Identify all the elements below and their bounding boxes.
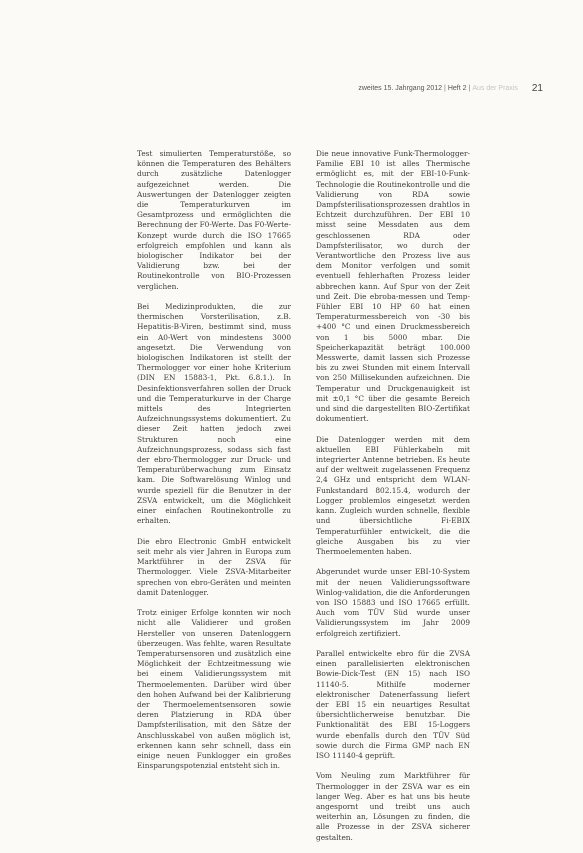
header-separator: |	[444, 85, 446, 92]
issue-number: Heft 2	[447, 85, 467, 92]
paragraph: Parallel entwickelte ebro für die ZVSA einen parallelisierten elektronischen Bowie-Dick-Test (EN 15) nach ISO 11140-5. Mithilfe moderner elektronischer Datenerfassung liefert der EBI 15 ein neuartiges Resultat übersichtlicherweise benutzbar. Die Funktionalität des EBI 15-Loggers wurde ebenfalls durch den TÜV Süd sowie durch die Firma GMP nach EN ISO 11140-4 geprüft.	[316, 648, 470, 760]
paragraph: Die ebro Electronic GmbH entwickelt seit mehr als vier Jahren in Europa zum Marktführer in der ZSVA für Thermologger. Viele ZSVA-Mitarbeiter sprechen von ebro-Geräten und meinten damit Datenlogger.	[137, 536, 291, 597]
paragraph: Die neue innovative Funk-Thermologger-Familie EBI 10 ist alles Thermische ermöglicht es, mit der EBI-10-Funk-Technologie die Routinekontrolle und die Validierung von RDA sowie Dampfsterilisationsprozessen drahtlos in Echtzeit durchzuführen. Der EBI 10 misst seine Messdaten aus dem geschlossenen RDA oder Dampfsterilisator, wo durch der Verantwortliche den Prozess live aus dem Monitor verfolgen und somit eventuell fehlerhaften Prozess leider abbrechen kann. Auf Spur von der Zeit und Zeit. Die ebroba-messen und Temp-Fühler EBI 10 HP 60 hat einen Temperaturmessbereich von -30 bis +400 °C und einen Druckmessbereich von 1 bis 5000 mbar. Die Speicherkapazität beträgt 100.000 Messwerte, damit lassen sich Prozesse bis zu zwei Stunden mit einem Intervall von 250 Millisekunden aufzeichnen. Die Temperatur und Druckgenauigkeit ist mit ±0,1 °C über die gesamte Bereich und sind die dargestellten BIO-Zertifikat dokumentiert.	[316, 149, 470, 424]
section-name: Aus der Praxis	[472, 85, 518, 92]
paragraph: Vom Neuling zum Marktführer für Thermologger in der ZSVA war es ein langer Weg. Aber es hat uns bis heute angespornt und treibt uns auch weiterhin an, Lösungen zu finden, die alle Prozesse in der ZSVA sicherer gestalten.	[316, 771, 470, 842]
running-header	[358, 83, 543, 94]
paragraph: Test simulierten Temperaturstöße, so können die Temperaturen des Behälters durch zusätzliche Datenlogger aufgezeichnet werden. Die Auswertungen der Datenlogger zeigten die Temperaturkurven im Gesamtprozess und ermöglichten die Berechnung der F0-Werte. Das F0-Werte-Konzept wurde durch die ISO 17665 erfolgreich empfohlen und kann als biologischer Indikator bei der Validierung bzw. bei der Routinekontrolle von BIO-Prozessen verglichen.	[137, 149, 291, 291]
right-text-column	[316, 149, 470, 853]
journal-issue-label: zweites 15. Jahrgang 2012	[358, 85, 442, 92]
paragraph: Bei Medizinprodukten, die zur thermischen Vorsterilisation, z.B. Hepatitis-B-Viren, bestimmt sind, muss ein A0-Wert von mindestens 3000 angesetzt. Die Verwendung von biologischen Indikatoren ist stellt der Thermologger vor einer hohe Kriterium (DIN EN 15883-1, Pkt. 6.8.1.). In Desinfektionsverfahren sollen der Druck und die Temperaturkurve in der Charge mittels des Integrierten Aufzeichnungssystems dokumentiert. Zu dieser Zeit hatten jedoch zwei Strukturen noch eine Aufzeichnungsprozess, sodass sich fast der ebro-Thermologger zur Druck- und Temperaturüberwachung zum Einsatz kam. Die Softwarelösung Winlog und wurde speziell für die Benutzer in der ZSVA entwickelt, um die Möglichkeit einer einfachen Routinekontrolle zu erhalten.	[137, 302, 291, 526]
left-text-column	[137, 149, 291, 782]
paragraph: Die Datenlogger werden mit dem aktuellen EBI Fühlerkabeln mit integrierter Antenne betrieben. Es heute auf der weltweit zugelassenen Frequenz 2,4 GHz und entspricht dem WLAN-Funkstandard 802.15.4, wodurch der Logger problemlos eingesetzt werden kann. Zugleich wurden schnelle, flexible und übersichtliche Fi-EBIX Temperaturfühler entwickelt, die die gleiche Ausgaben bis zu vier Thermoelementen haben.	[316, 434, 470, 556]
paragraph: Trotz einiger Erfolge konnten wir noch nicht alle Validierer und großen Hersteller von unseren Datenloggern überzeugen. Was fehlte, waren Resultate Temperatursensoren und zusätzlich eine Möglichkeit der Echtzeitmessung wie bei einem Validierungssystem mit Thermoelementen. Darüber wird über den hohen Aufwand bei der Kalibrierung der Thermoelementsensoren sowie deren Platzierung in RDA über Dampfsterilisation, mit den Sätze der Anschlusskabel von außen möglich ist, erkennen kann sehr schnell, dass ein einige neuen Funklogger ein großes Einsparungspotenzial entsteht sich in.	[137, 608, 291, 771]
header-separator: |	[468, 85, 471, 92]
page-number: 21	[531, 83, 543, 94]
paragraph: Abgerundet wurde unser EBI-10-System mit der neuen Validierungssoftware Winlog-validation, die die Anforderungen von ISO 15883 und ISO 17665 erfüllt. Auch vom TÜV Süd wurde unser Validierungssystem im Jahr 2009 erfolgreich zertifiziert.	[316, 567, 470, 638]
